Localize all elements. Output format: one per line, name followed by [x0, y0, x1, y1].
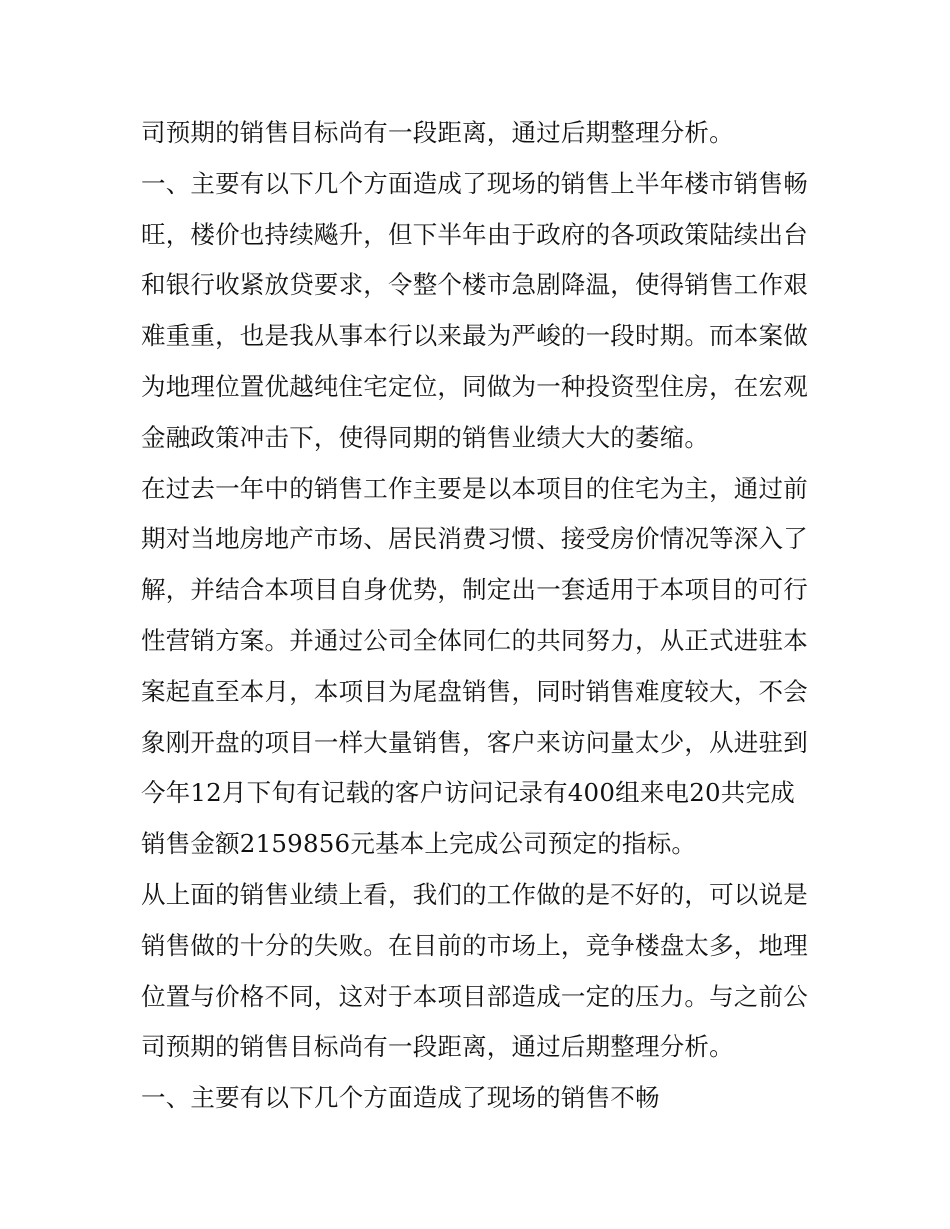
- text-line: 为地理位置优越纯住宅定位，同做为一种投资型住房，在宏观: [141, 371, 808, 401]
- text-line: 期对当地房地产市场、居民消费习惯、接受房价情况等深入了: [141, 524, 808, 554]
- text-line: 和银行收紧放贷要求，令整个楼市急剧降温，使得销售工作艰: [141, 270, 808, 300]
- text-line: 性营销方案。并通过公司全体同仁的共同努力，从正式进驻本: [141, 625, 808, 655]
- text-line: 一、主要有以下几个方面造成了现场的销售上半年楼市销售畅: [141, 168, 808, 198]
- text-line: 解，并结合本项目自身优势，制定出一套适用于本项目的可行: [141, 575, 808, 605]
- text-line: 象刚开盘的项目一样大量销售，客户来访问量太少，从进驻到: [141, 727, 808, 757]
- text-line: 司预期的销售目标尚有一段距离，通过后期整理分析。: [141, 118, 734, 147]
- text-line: 一、主要有以下几个方面造成了现场的销售不畅: [141, 1083, 660, 1113]
- text-line: 旺，楼价也持续飚升，但下半年由于政府的各项政策陆续出台: [141, 219, 808, 249]
- text-line: 销售做的十分的失败。在目前的市场上，竞争楼盘太多，地理: [141, 930, 808, 960]
- text-line: 司预期的销售目标尚有一段距离，通过后期整理分析。: [141, 1032, 734, 1062]
- text-line: 今年12月下旬有记载的客户访问记录有400组来电20共完成: [141, 778, 795, 808]
- text-line: 金融政策冲击下，使得同期的销售业绩大大的萎缩。: [141, 422, 710, 452]
- text-line: 案起直至本月，本项目为尾盘销售，同时销售难度较大，不会: [141, 676, 808, 706]
- document-body: [141, 108, 821, 1124]
- text-line: 在过去一年中的销售工作主要是以本项目的住宅为主，通过前: [141, 473, 808, 503]
- text-line: 从上面的销售业绩上看，我们的工作做的是不好的，可以说是: [141, 879, 808, 909]
- text-line: 销售金额2159856元基本上完成公司预定的指标。: [141, 829, 697, 859]
- text-line: 位置与价格不同，这对于本项目部造成一定的压力。与之前公: [141, 981, 808, 1011]
- text-line: 难重重，也是我从事本行以来最为严峻的一段时期。而本案做: [141, 321, 808, 351]
